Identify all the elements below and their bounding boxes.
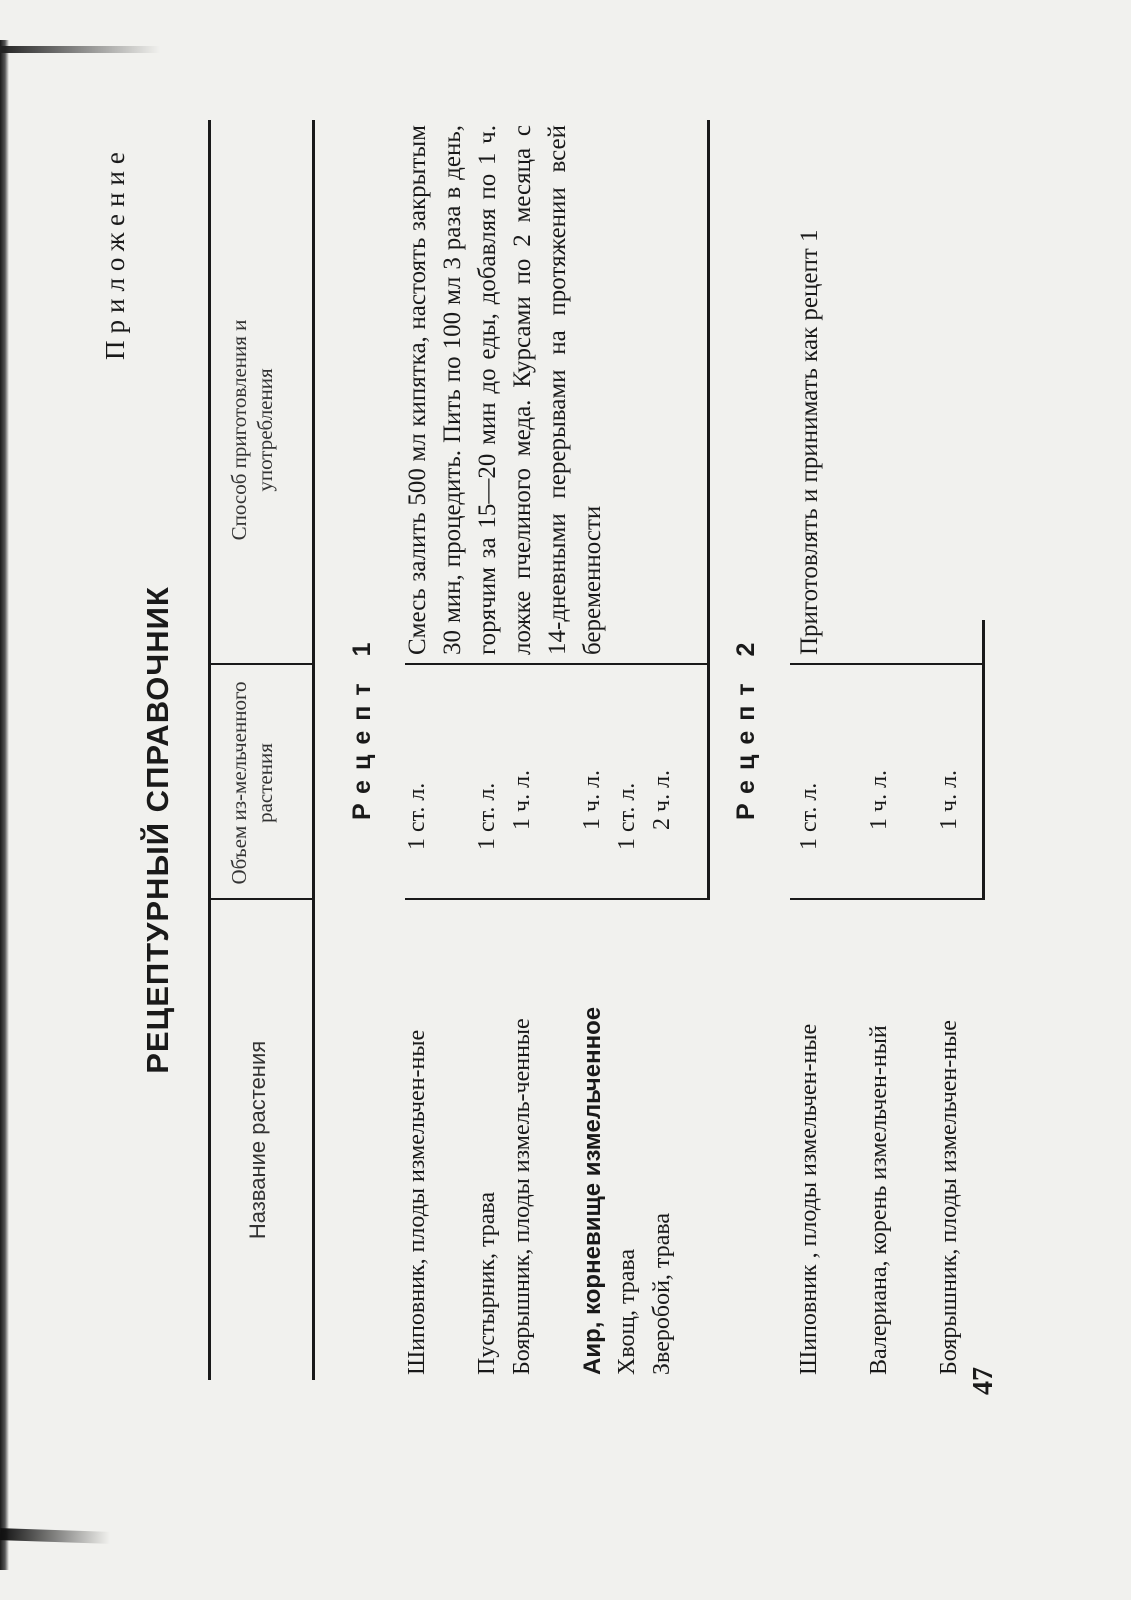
table-row xyxy=(862,915,897,1375)
table-row xyxy=(792,915,827,1375)
recipe-1-bottom-rule xyxy=(707,120,710,900)
header-divider xyxy=(210,898,312,900)
recipe-2-bottom-rule xyxy=(982,620,985,900)
appendix-label: Приложение xyxy=(100,145,130,360)
plant-name: Аир, корневище измельченное xyxy=(579,1006,606,1375)
volume-value: 1 ст. л. xyxy=(474,782,500,850)
column-header-method: Способ приготовления и употребления xyxy=(227,319,277,541)
table-row xyxy=(575,1007,610,1375)
column-header-name: Название растения xyxy=(245,1040,270,1240)
table-row xyxy=(645,1213,680,1375)
plant-name: Зверобой, трава xyxy=(649,1212,675,1375)
table-row xyxy=(932,915,967,1375)
volume-value: 1 ст. л. xyxy=(614,782,640,850)
volume-value: 1 ст. л. xyxy=(404,782,430,850)
table-divider xyxy=(405,898,710,900)
recipe-1-title: Рецепт 1 xyxy=(348,632,376,820)
recipe-2-title: Рецепт 2 xyxy=(732,632,760,820)
table-row xyxy=(470,1192,505,1375)
plant-name: Пустырник, трава xyxy=(474,1191,500,1375)
table-divider xyxy=(790,898,985,900)
table-row xyxy=(400,915,435,1375)
column-header-volume: Объем из-мельченного растения xyxy=(227,681,277,885)
plant-name: Валериана, корень измельчен-ный xyxy=(866,1025,892,1375)
table-top-rule xyxy=(208,120,211,1380)
volume-value: 1 ч. л. xyxy=(866,769,892,830)
volume-value: 1 ч. л. xyxy=(509,769,535,830)
volume-value: 1 ч. л. xyxy=(936,769,962,830)
plant-name: Боярышник, плоды измельчен-ные xyxy=(936,1020,962,1375)
volume-value: 1 ч. л. xyxy=(579,769,605,830)
table-divider xyxy=(405,663,710,665)
page-title: РЕЦЕПТУРНЫЙ СПРАВОЧНИК xyxy=(140,586,175,1074)
plant-name: Хвощ, трава xyxy=(614,1248,640,1375)
plant-name: Боярышник, плоды измель-ченные xyxy=(509,1018,535,1375)
recipe-1-method: Смесь залить 500 мл кипятка, настоять закрытым 30 мин, процедить. Пить по 100 мл 3 раза в день, горячим за 15—20 мин до еды, добавляя по 1 ч. ложке пчелиного меда. Курсами по 2 месяца с 14-дневными перерывами на протяжении всей беременности xyxy=(404,125,606,655)
plant-name: Шиповник , плоды измельчен-ные xyxy=(796,1023,822,1375)
header-divider xyxy=(210,663,312,665)
table-row xyxy=(505,915,540,1375)
volume-value: 2 ч. л. xyxy=(649,769,675,830)
table-divider xyxy=(790,663,985,665)
table-header-rule xyxy=(312,120,315,1380)
recipe-2-method: Приготовлять и принимать как рецепт 1 xyxy=(796,229,823,655)
page-number: 47 xyxy=(968,1367,999,1395)
plant-name: Шиповник, плоды измельчен-ные xyxy=(404,1029,430,1375)
table-row xyxy=(610,1249,645,1375)
volume-value: 1 ст. л. xyxy=(796,782,822,850)
